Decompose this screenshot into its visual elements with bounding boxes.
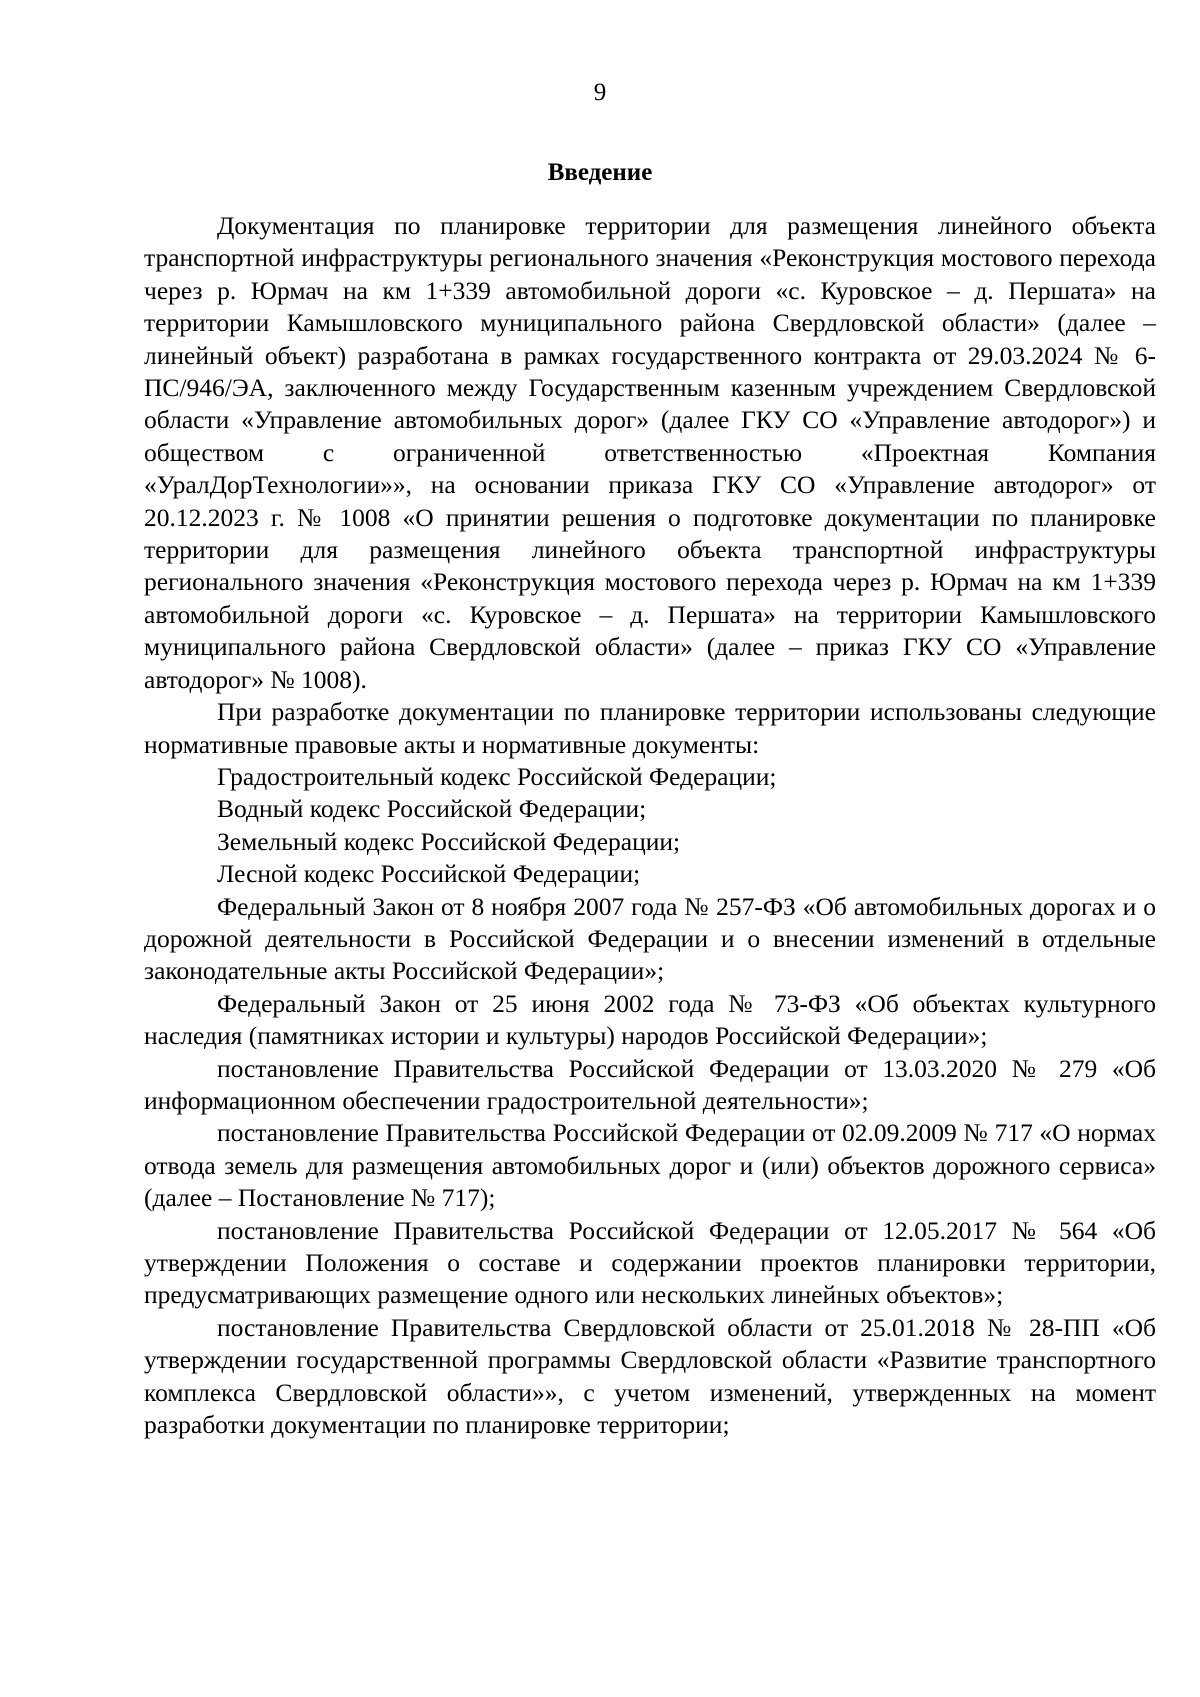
list-item-forest-code: Лесной кодекс Российской Федерации; — [217, 859, 641, 889]
section-title: Введение — [547, 159, 653, 186]
paragraph-normative-intro: При разработке документации по планировке территории использованы следующие нормативные правовые акты и нормативные документы: — [144, 697, 1156, 759]
list-item-resolution-28pp: постановление Правительства Свердловской области от 25.01.2018 № 28-ПП «Об утверждении государственной программы Свердловской области «Развитие транспортного комплекса Свердловской области»», с учетом изменений, утвержденных на момент разработки документации по планировке территории; — [144, 1312, 1156, 1440]
list-item-urban-code: Градостроительный кодекс Российской Федерации; — [217, 761, 777, 791]
list-item-water-code: Водный кодекс Российской Федерации; — [217, 794, 647, 824]
list-item-land-code: Земельный кодекс Российской Федерации; — [217, 826, 681, 856]
list-item-resolution-717: постановление Правительства Российской Федерации от 02.09.2009 № 717 «О нормах отвода земель для размещения автомобильных дорог и (или) объектов дорожного сервиса» (далее – Постановление № 717); — [144, 1118, 1156, 1213]
page-number: 9 — [593, 79, 607, 106]
body-text — [144, 210, 1156, 1441]
list-item-resolution-564: постановление Правительства Российской Федерации от 12.05.2017 № 564 «Об утверждении Положения о составе и содержании проектов планировки территории, предусматривающих размещение одного или нескольких линейных объектов»; — [144, 1215, 1156, 1310]
list-item-law-73: Федеральный Закон от 25 июня 2002 года № 73-ФЗ «Об объектах культурного наследия (памятниках истории и культуры) народов Российской Федерации»; — [144, 988, 1156, 1051]
list-item-resolution-279: постановление Правительства Российской Федерации от 13.03.2020 № 279 «Об информационном обеспечении градостроительной деятельности»; — [144, 1053, 1156, 1115]
paragraph-intro: Документация по планировке территории для размещения линейного объекта транспортной инфраструктуры регионального значения «Реконструкция мостового перехода через р. Юрмач на км 1+339 автомобильной дороги «с. Куровское – д. Першата» на территории Камышловского муниципального района Свердловской области» (далее – линейный объект) разработана в рамках государственного контракта от 29.03.2024 № 6-ПС/946/ЭА, заключенного между Государственным казенным учреждением Свердловской области «Управление автомобильных дорог» (далее ГКУ СО «Управление автодорог») и обществом с ограниченной ответственностью «Проектная Компания «УралДорТехнологии»», на основании приказа ГКУ СО «Управление автодорог» от 20.12.2023 г. № 1008 «О принятии решения о подготовке документации по планировке территории для размещения линейного объекта транспортной инфраструктуры регионального значения «Реконструкция мостового перехода через р. Юрмач на км 1+339 автомобильной дороги «с. Куровское – д. Першата» на территории Камышловского муниципального района Свердловской области» (далее – приказ ГКУ СО «Управление автодорог» № 1008). — [144, 211, 1156, 694]
list-item-law-257: Федеральный Закон от 8 ноября 2007 года № 257-ФЗ «Об автомобильных дорогах и о дорожной деятельности в Российской Федерации и о внесении изменений в отдельные законодательные акты Российской Федерации»; — [144, 891, 1156, 986]
